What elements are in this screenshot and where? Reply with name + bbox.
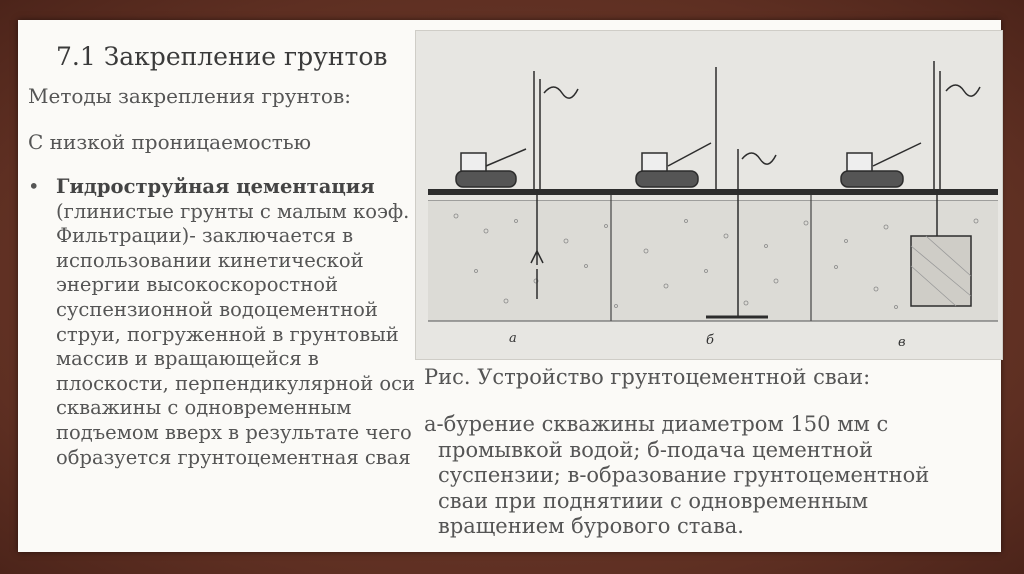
figure-description xyxy=(424,412,999,540)
bullet-line: (глинистые грунты с малым коэф. xyxy=(56,199,410,223)
figure-drawing xyxy=(416,31,1002,359)
bullet-line: образуется грунтоцементная свая xyxy=(56,445,411,469)
bullet-line: суспензионной водоцементной xyxy=(56,297,378,321)
bullet-line: скважины с одновременным xyxy=(56,396,352,420)
figure-caption: Рис. Устройство грунтоцементной сваи: xyxy=(424,365,871,389)
bullet-marker: • xyxy=(28,175,40,198)
bullet-line: струи, погруженной в грунтовый xyxy=(56,322,399,346)
bullet-line: энергии высокоскоростной xyxy=(56,273,338,297)
slide xyxy=(18,20,1001,552)
figure-soil-cement-pile xyxy=(415,30,1003,360)
bullet-heading: Гидроструйная цементация xyxy=(56,175,375,198)
bullet-line: Фильтрации)- заключается в xyxy=(56,224,354,248)
description-line: суспензии; в-образование грунтоцементной xyxy=(438,463,930,487)
figure-label-b: б xyxy=(706,333,714,348)
description-line: вращением бурового става. xyxy=(438,514,744,538)
ground-surface xyxy=(428,189,998,195)
figure-label-c: в xyxy=(898,335,906,350)
bullet-line: массив и вращающейся в xyxy=(56,347,319,371)
bullet-line: плоскости, перпендикулярной оси xyxy=(56,371,416,395)
figure-label-a: а xyxy=(509,331,517,346)
slide-title: 7.1 Закрепление грунтов xyxy=(56,42,388,71)
bullet-text xyxy=(56,175,436,470)
slide-subtitle-permeability: С низкой проницаемостью xyxy=(28,130,312,154)
description-line: а-бурение скважины диаметром 150 мм с xyxy=(424,412,889,436)
description-line: промывкой водой; б-подача цементной xyxy=(438,437,874,462)
description-line: сваи при поднятиии с одновременным xyxy=(438,488,869,513)
slide-subtitle: Методы закрепления грунтов: xyxy=(28,84,351,108)
bullet-line: подъемом вверх в результате чего xyxy=(56,420,412,444)
bullet-line: использовании кинетической xyxy=(56,248,364,272)
